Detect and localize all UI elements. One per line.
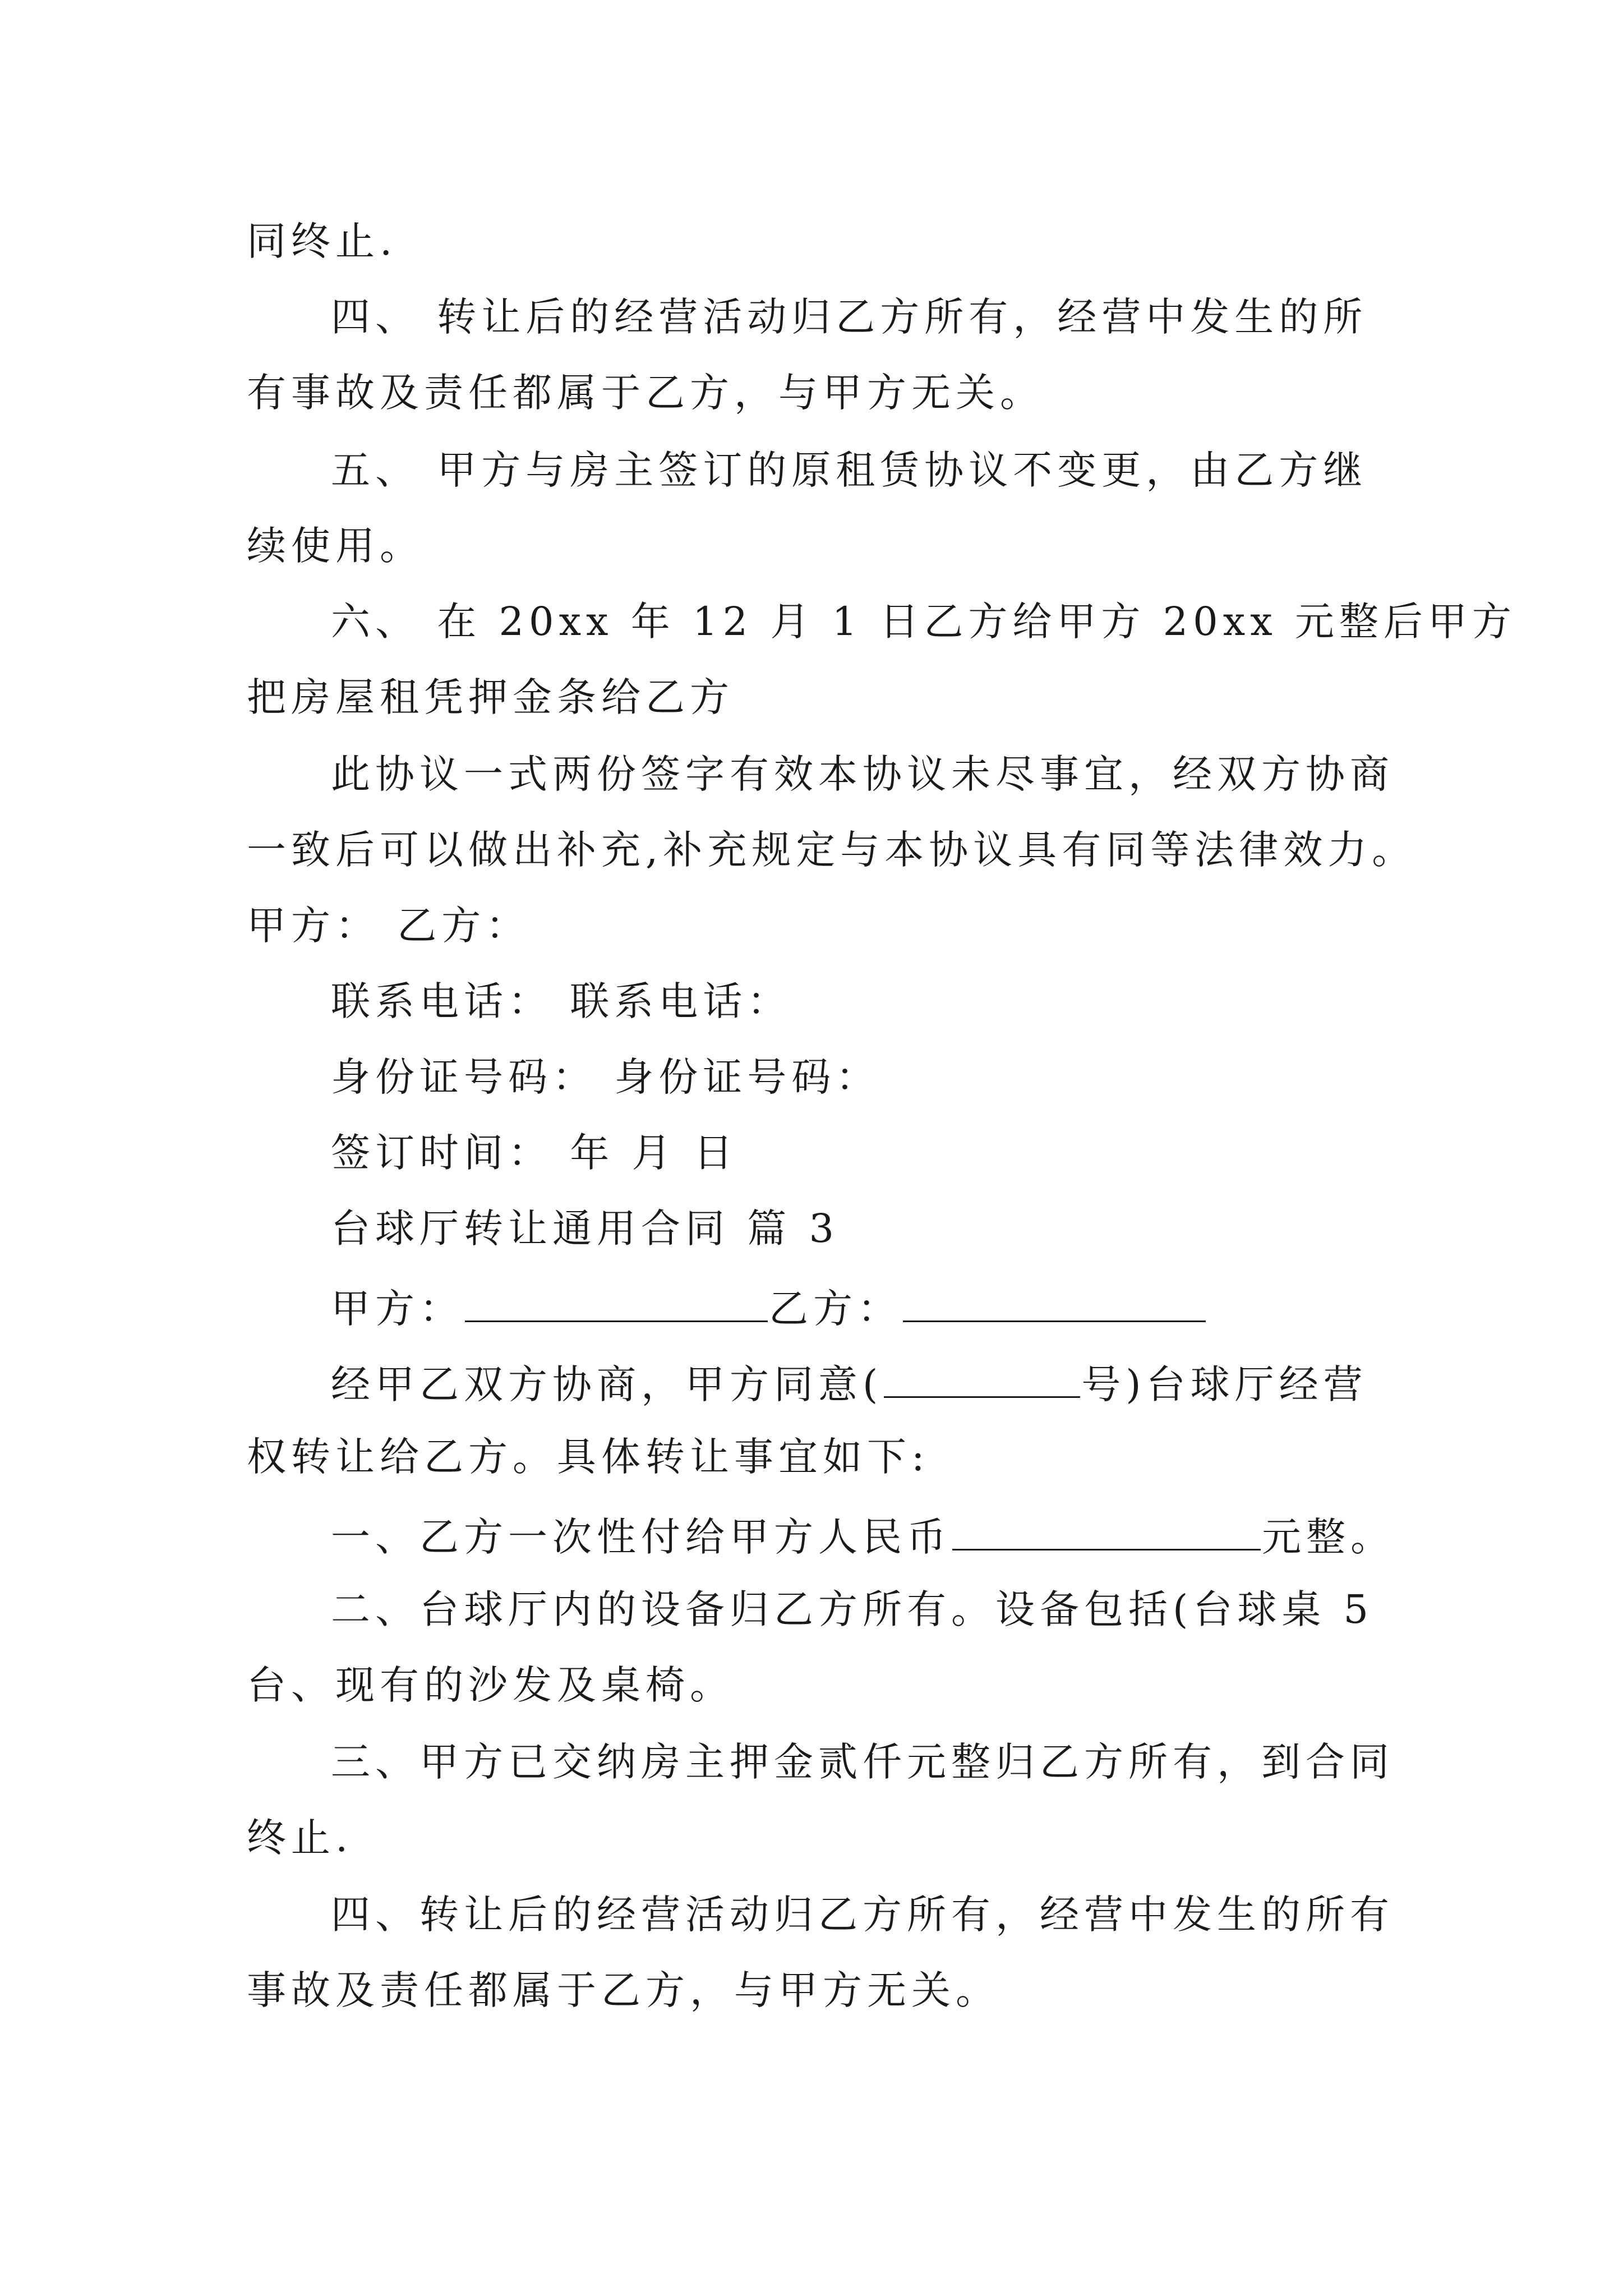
agreement-text-before: 经甲乙双方协商，甲方同意( <box>331 1361 883 1407</box>
payment-line <box>331 1508 1395 1562</box>
party-b-blank <box>903 1280 1206 1322</box>
liability-line-2: 事故及责任都属于乙方，与甲方无关。 <box>247 1967 1000 2013</box>
text-line-1: 同终止. <box>247 218 398 264</box>
section-heading: 台球厅转让通用合同 篇 3 <box>331 1205 840 1251</box>
clause-6-line-1: 六、 在 20xx 年 12 月 1 日乙方给甲方 20xx 元整后甲方 <box>331 599 1516 645</box>
party-b-label: 乙方： <box>769 1286 902 1332</box>
shop-number-blank <box>884 1356 1080 1398</box>
clause-5-line-2: 续使用。 <box>247 523 424 569</box>
equipment-line-2: 台、现有的沙发及桌椅。 <box>247 1662 734 1708</box>
agreement-line-2: 权转让给乙方。具体转让事宜如下: <box>247 1434 930 1480</box>
signing-date-line: 签订时间： 年 月 日 <box>331 1130 738 1176</box>
closing-line-2: 一致后可以做出补充,补充规定与本协议具有同等法律效力。 <box>247 827 1417 873</box>
deposit-line-2: 终止. <box>247 1815 353 1861</box>
party-a-label: 甲方： <box>331 1286 464 1332</box>
contact-phone-line: 联系电话： 联系电话： <box>331 978 792 1024</box>
payment-amount-blank <box>952 1508 1261 1550</box>
liability-line-1: 四、转让后的经营活动归乙方所有，经营中发生的所有 <box>331 1892 1394 1938</box>
equipment-line-1: 二、台球厅内的设备归乙方所有。设备包括(台球桌 5 <box>331 1586 1374 1632</box>
payment-text-before: 一、乙方一次性付给甲方人民币 <box>331 1514 951 1560</box>
payment-text-after: 元整。 <box>1262 1514 1395 1560</box>
clause-4-line-1: 四、 转让后的经营活动归乙方所有，经营中发生的所 <box>331 294 1368 340</box>
clause-5-line-1: 五、 甲方与房主签订的原租赁协议不变更，由乙方继 <box>331 447 1368 493</box>
agreement-line-1 <box>331 1356 1391 1410</box>
clause-6-line-2: 把房屋租凭押金条给乙方 <box>247 674 734 720</box>
party-a-blank <box>465 1280 768 1322</box>
id-number-line: 身份证号码： 身份证号码： <box>331 1054 880 1100</box>
agreement-text-after: 号)台球厅经营 <box>1081 1361 1368 1407</box>
deposit-line-1: 三、甲方已交纳房主押金贰仟元整归乙方所有，到合同 <box>331 1739 1394 1785</box>
signature-parties: 甲方： 乙方： <box>247 903 531 949</box>
parties-blank-line <box>331 1280 1391 1334</box>
clause-4-line-2: 有事故及责任都属于乙方，与甲方无关。 <box>247 370 1044 416</box>
closing-line-1: 此协议一式两份签字有效本协议未尽事宜，经双方协商 <box>331 751 1394 797</box>
